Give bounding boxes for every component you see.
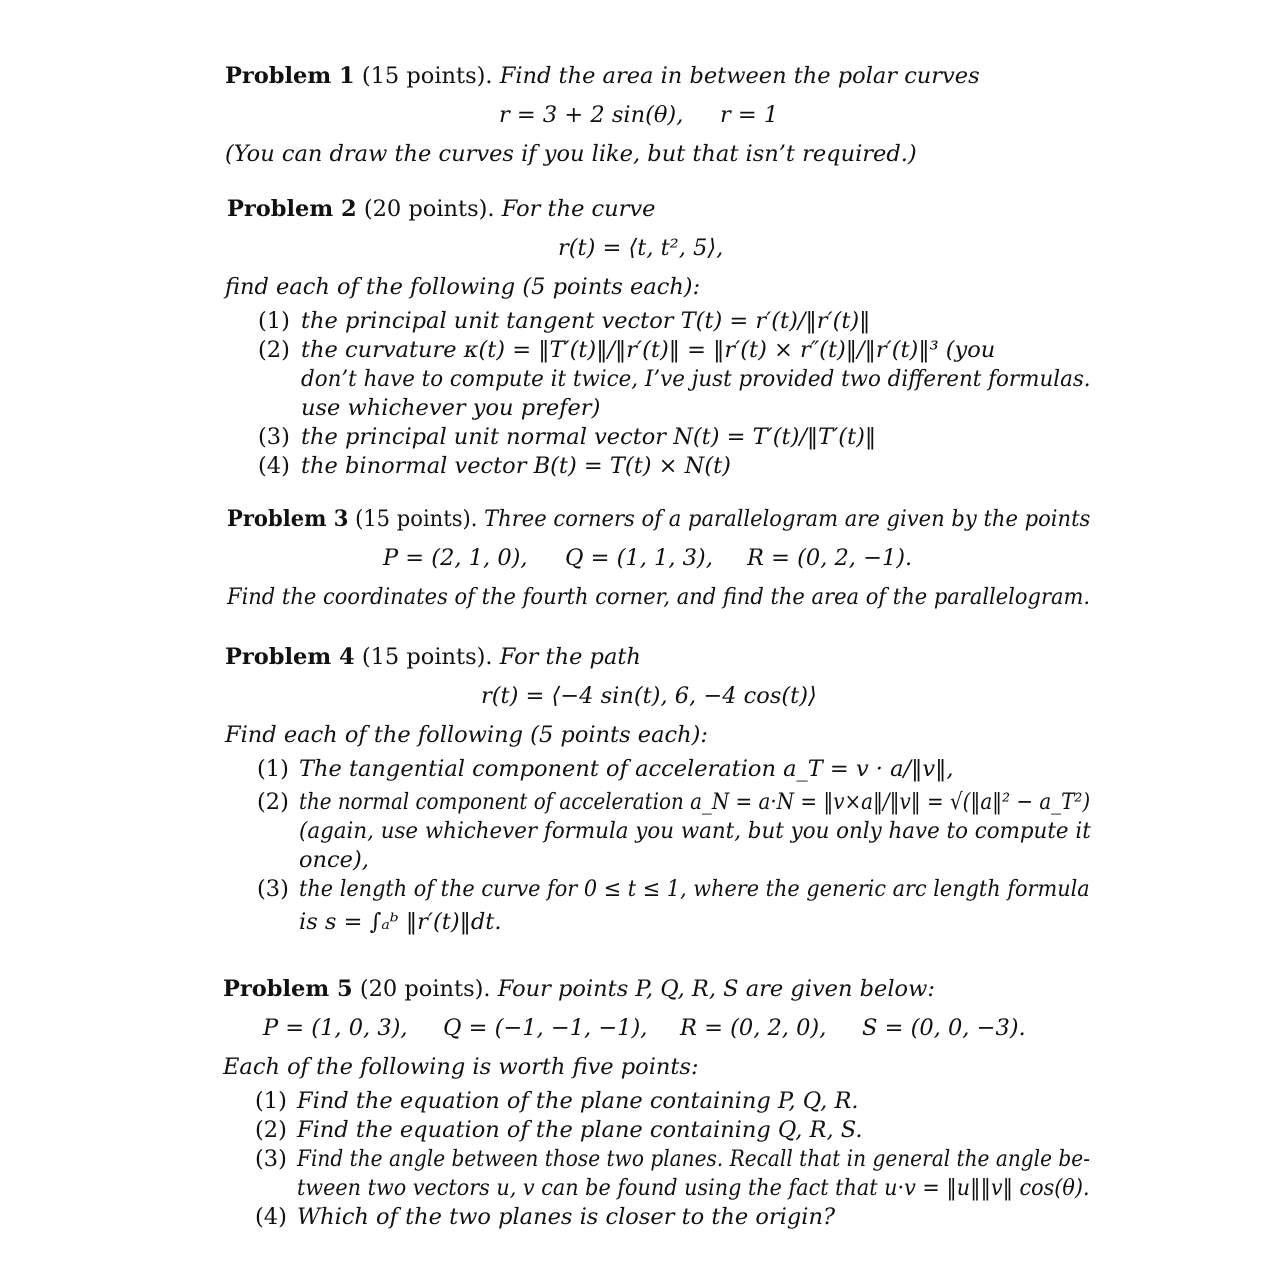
problem-intro: Find the area in between the polar curves	[499, 63, 980, 89]
problem-3-heading	[227, 505, 1090, 534]
list-item-number: (3)	[257, 876, 289, 902]
list-item: Which of the two planes is closer to the origin?	[297, 1204, 836, 1230]
list-item-number: (1)	[257, 756, 289, 782]
equation: r = 1	[720, 102, 779, 128]
list-item-continuation: is s = ∫ₐᵇ ‖r′(t)‖dt.	[299, 909, 502, 935]
problem-5-heading	[223, 975, 935, 1004]
problem-points: (20 points).	[363, 196, 495, 222]
problem-intro: Four points P, Q, R, S are given below:	[497, 976, 935, 1002]
problem-lead: Find each of the following (5 points each):	[225, 722, 708, 748]
list-item-continuation: once),	[299, 847, 369, 873]
problem-title: Problem 4	[225, 644, 355, 670]
problem-intro: Three corners of a parallelogram are given by the points	[484, 506, 1091, 532]
problem-title: Problem 1	[225, 63, 355, 89]
list-item-continuation: don’t have to compute it twice, I’ve just provided two different formulas.	[301, 366, 1091, 392]
list-item: Find the equation of the plane containing Q, R, S.	[297, 1117, 863, 1143]
equation: r(t) = ⟨−4 sin(t), 6, −4 cos(t)⟩	[481, 683, 817, 709]
problem-2-heading	[227, 195, 655, 224]
list-item-continuation: use whichever you prefer)	[301, 395, 601, 421]
list-item-number: (2)	[255, 1117, 287, 1143]
problem-title: Problem 3	[227, 506, 349, 532]
equation: Q = (−1, −1, −1),	[443, 1015, 648, 1041]
list-item: the normal component of acceleration a_N = a·N = ‖v×a‖/‖v‖ = √(‖a‖² − a_T²)	[299, 789, 1091, 815]
list-item-number: (1)	[255, 1088, 287, 1114]
list-item: Find the angle between those two planes. Recall that in general the angle be-	[297, 1146, 1090, 1172]
equation: r = 3 + 2 sin(θ),	[499, 102, 684, 128]
problem-intro: For the curve	[501, 196, 656, 222]
problem-points: (20 points).	[359, 976, 491, 1002]
list-item: the length of the curve for 0 ≤ t ≤ 1, where the generic arc length formula	[299, 876, 1090, 902]
problem-lead: Each of the following is worth five points:	[223, 1054, 699, 1080]
problem-lead: find each of the following (5 points each):	[225, 274, 701, 300]
list-item-number: (4)	[255, 1204, 287, 1230]
equation: S = (0, 0, −3).	[862, 1015, 1026, 1041]
equation: Q = (1, 1, 3),	[565, 545, 713, 571]
problem-intro: For the path	[499, 644, 641, 670]
list-item-number: (3)	[255, 1146, 287, 1172]
list-item-number: (1)	[258, 308, 290, 334]
list-item: the binormal vector B(t) = T(t) × N(t)	[301, 453, 731, 479]
problem-points: (15 points).	[355, 506, 478, 532]
equation: P = (1, 0, 3),	[263, 1015, 408, 1041]
problem-note: Find the coordinates of the fourth corner, and find the area of the parallelogram.	[227, 584, 1091, 610]
list-item: Find the equation of the plane containing P, Q, R.	[297, 1088, 859, 1114]
problem-title: Problem 5	[223, 976, 353, 1002]
list-item-number: (2)	[258, 337, 290, 363]
list-item: the curvature κ(t) = ‖T′(t)‖/‖r′(t)‖ = ‖r′(t) × r″(t)‖/‖r′(t)‖³ (you	[301, 337, 996, 363]
problem-note: (You can draw the curves if you like, but that isn’t required.)	[225, 141, 917, 167]
list-item-continuation: (again, use whichever formula you want, but you only have to compute it	[299, 818, 1091, 844]
list-item: The tangential component of acceleration a_T = v · a/‖v‖,	[299, 756, 954, 782]
problem-4-heading	[225, 643, 641, 672]
equation: R = (0, 2, −1).	[747, 545, 913, 571]
problem-1-heading	[225, 62, 980, 91]
list-item-number: (4)	[258, 453, 290, 479]
problem-points: (15 points).	[361, 63, 493, 89]
equation: r(t) = ⟨t, t², 5⟩,	[558, 235, 724, 261]
problem-title: Problem 2	[227, 196, 357, 222]
list-item: the principal unit normal vector N(t) = T′(t)/‖T′(t)‖	[301, 424, 877, 450]
problem-points: (15 points).	[361, 644, 493, 670]
list-item-number: (3)	[258, 424, 290, 450]
equation: P = (2, 1, 0),	[383, 545, 528, 571]
equation: R = (0, 2, 0),	[680, 1015, 827, 1041]
list-item-continuation: tween two vectors u, v can be found using the fact that u·v = ‖u‖‖v‖ cos(θ).	[297, 1175, 1090, 1201]
list-item: the principal unit tangent vector T(t) = r′(t)/‖r′(t)‖	[301, 308, 871, 334]
list-item-number: (2)	[257, 789, 289, 815]
